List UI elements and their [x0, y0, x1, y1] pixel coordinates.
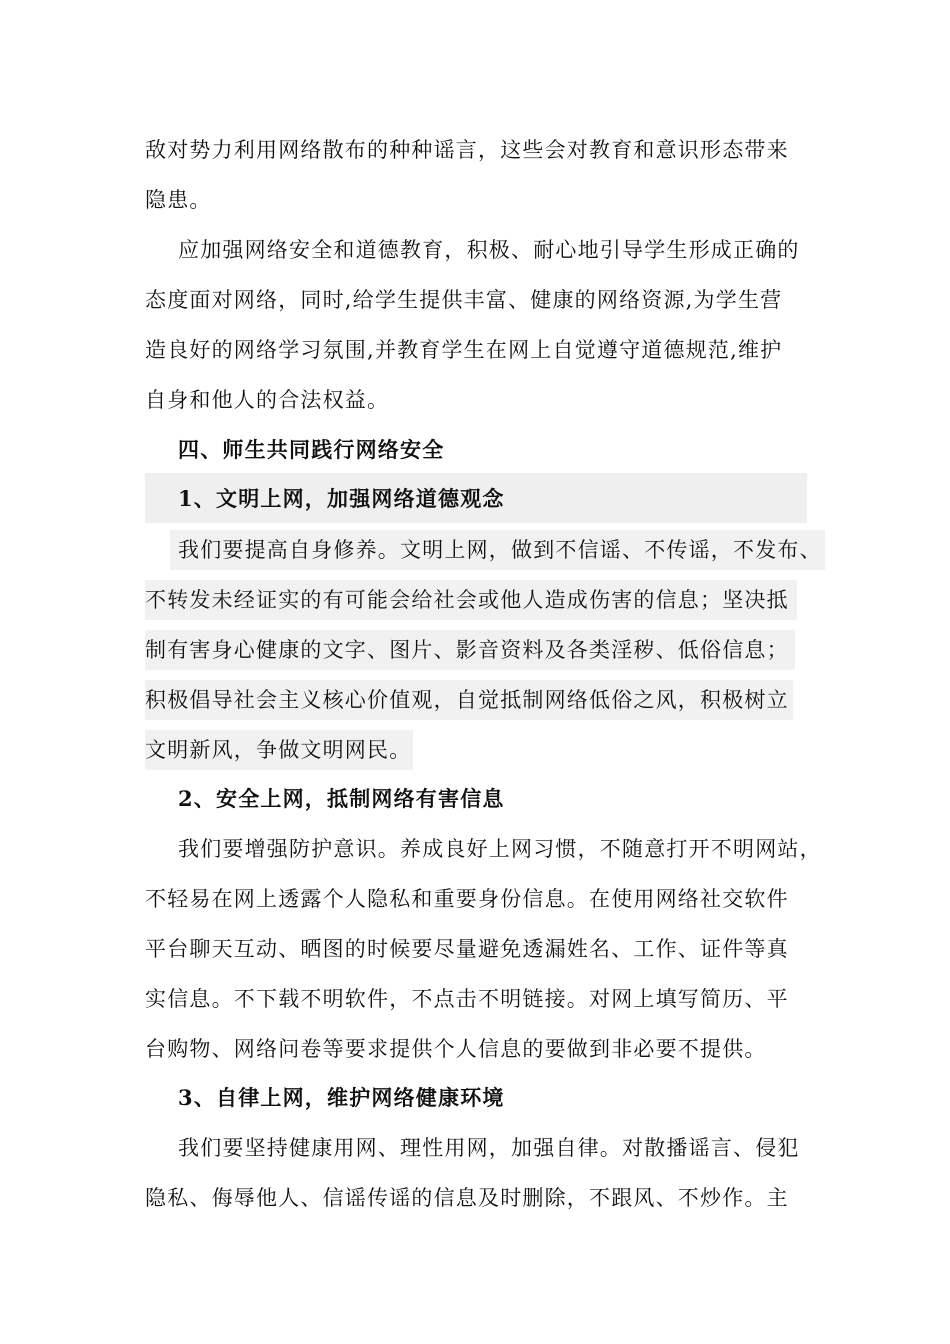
subsection-heading: 2、安全上网，抵制网络有害信息 [178, 786, 505, 811]
paragraph-line: 文明新风，争做文明网民。 [145, 738, 412, 762]
paragraph-line: 敌对势力利用网络散布的种种谣言，这些会对教育和意识形态带来 [145, 138, 789, 162]
paragraph-line: 平台聊天互动、晒图的时候要尽量避免透漏姓名、工作、证件等真 [145, 937, 789, 961]
paragraph-line: 台购物、网络问卷等要求提供个人信息的要做到非必要不提供。 [145, 1037, 767, 1061]
paragraph-line: 自身和他人的合法权益。 [145, 388, 390, 412]
paragraph-line: 我们要增强防护意识。养成良好上网习惯，不随意打开不明网站， [178, 837, 822, 861]
paragraph-line: 态度面对网络，同时,给学生提供丰富、健康的网络资源,为学生营 [145, 288, 783, 312]
paragraph-line: 不转发未经证实的有可能会给社会或他人造成伤害的信息；坚决抵 [145, 588, 789, 612]
paragraph-line: 隐私、侮辱他人、信谣传谣的信息及时删除，不跟风、不炒作。主 [145, 1186, 789, 1210]
paragraph-line: 积极倡导社会主义核心价值观，自觉抵制网络低俗之风，积极树立 [145, 688, 789, 712]
subsection-heading: 3、自律上网，维护网络健康环境 [178, 1085, 505, 1110]
paragraph-line: 实信息。不下载不明软件，不点击不明链接。对网上填写简历、平 [145, 987, 789, 1011]
paragraph-line: 造良好的网络学习氛围,并教育学生在网上自觉遵守道德规范,维护 [145, 338, 783, 362]
subsection-heading: 1、文明上网，加强网络道德观念 [178, 486, 505, 511]
paragraph-line: 我们要提高自身修养。文明上网，做到不信谣、不传谣，不发布、 [178, 538, 822, 562]
paragraph-line: 我们要坚持健康用网、理性用网，加强自律。对散播谣言、侵犯 [178, 1136, 800, 1160]
paragraph-line: 应加强网络安全和道德教育，积极、耐心地引导学生形成正确的 [178, 238, 800, 262]
section-heading: 四、师生共同践行网络安全 [178, 437, 445, 462]
paragraph-line: 隐患。 [145, 188, 212, 212]
paragraph-line: 不轻易在网上透露个人隐私和重要身份信息。在使用网络社交软件 [145, 887, 789, 911]
paragraph-line: 制有害身心健康的文字、图片、影音资料及各类淫秽、低俗信息； [145, 638, 789, 662]
